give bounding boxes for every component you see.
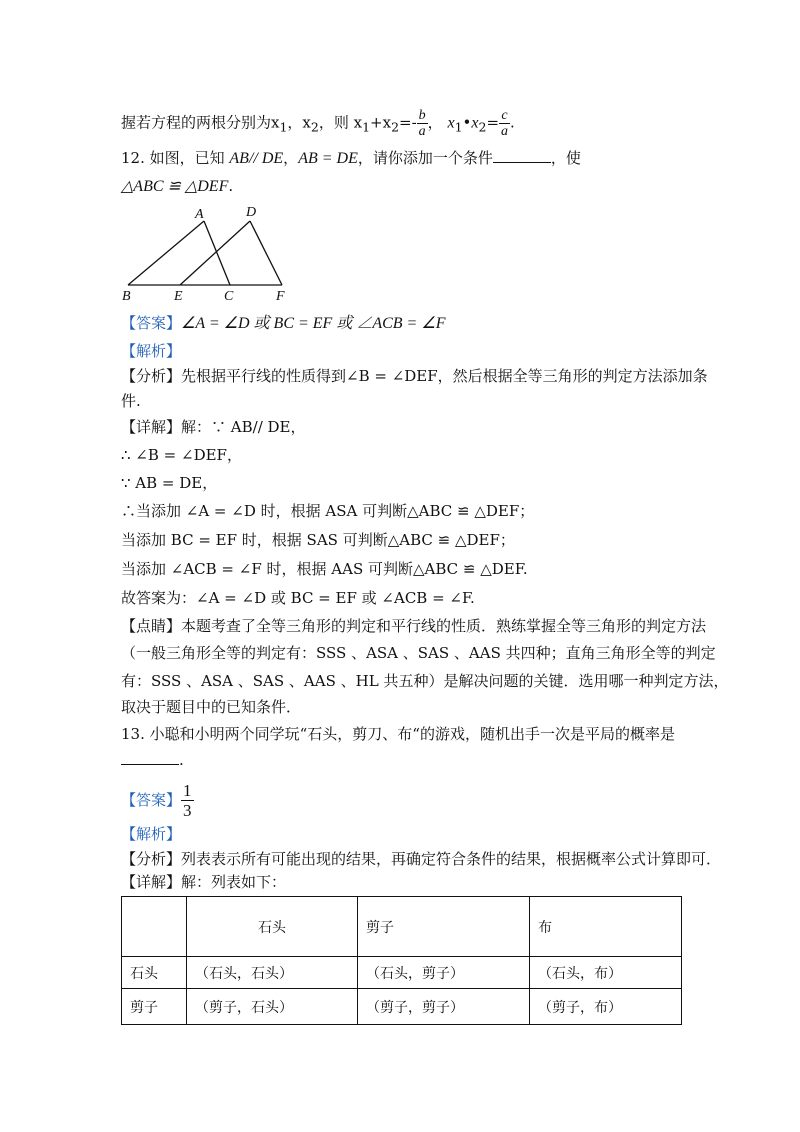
- segment-df: [250, 221, 282, 285]
- detail-line: 当添加 BC = EF 时，根据 SAS 可判断△ABC ≌ △DEF；: [121, 531, 515, 549]
- sub-2c: 2: [478, 119, 487, 135]
- q12-analysis: [121, 341, 181, 361]
- geometry-figure: [120, 203, 300, 303]
- fenxi-tag: 【分析】: [121, 367, 182, 385]
- q12-dianjing-1: [121, 643, 716, 663]
- answer-tag: 【答案】: [121, 791, 182, 809]
- dianjing-line: 取决于题目中的已知条件．: [121, 698, 302, 716]
- q13-question-text: 13. 小聪和小明两个同学玩“石头，剪刀、布“的游戏，随机出手一次是平局的概率是: [121, 725, 675, 743]
- q12-goal-text: △ABC ≌ △DEF: [121, 178, 229, 195]
- sub-1c: 1: [454, 119, 463, 135]
- q12-sep: ，: [283, 149, 299, 167]
- frac-den: a: [418, 124, 426, 139]
- dot: •: [462, 113, 472, 132]
- q13-analysis: [121, 824, 181, 844]
- q12-detail-4: [121, 530, 515, 550]
- intro-text: 握若方程的两根分别为x: [121, 113, 280, 132]
- table-header-cell: [122, 897, 187, 957]
- dianjing-line: 有：SSS 、ASA 、SAS 、AAS 、HL 共五种）是解决问题的关键．选用哪一种判定方法，: [121, 672, 729, 690]
- q12-detail-3: [121, 501, 534, 521]
- answer-fraction: [181, 781, 194, 820]
- intro-text-f: ，: [427, 113, 443, 132]
- q12-detail-0: [121, 417, 306, 437]
- segment-ac: [204, 221, 230, 285]
- q12-goal-end: .: [228, 177, 234, 195]
- fraction-c-over-a: [499, 108, 510, 139]
- table-cell: 石头: [122, 957, 187, 989]
- q12-cond1: AB// DE: [229, 150, 284, 167]
- intro-text-b: ，x: [287, 113, 311, 132]
- frac-den: 3: [183, 800, 192, 820]
- table-header-cell: 剪子: [358, 897, 530, 957]
- table-cell: （石头，剪子）: [358, 957, 530, 989]
- q12-detail-2: [121, 473, 217, 493]
- dianjing-line: 本题考查了全等三角形的判定和平行线的性质．熟练掌握全等三角形的判定方法: [181, 617, 707, 635]
- frac-num: b: [418, 108, 426, 123]
- table-header-row: [122, 897, 682, 957]
- q12-dianjing-3: [121, 697, 301, 717]
- detail-tag: 【详解】: [121, 873, 182, 891]
- q13-question: [121, 724, 675, 744]
- x-var: x: [447, 114, 455, 132]
- fenxi-text: 列表表示所有可能出现的结果，再确定符合条件的结果，根据概率公式计算即可．: [181, 850, 722, 868]
- q12-goal: [121, 176, 233, 197]
- table-cell: 剪子: [122, 989, 187, 1025]
- q13-fenxi: [121, 849, 721, 869]
- table-cell: （石头，石头）: [187, 957, 358, 989]
- detail-line: ∴当添加 ∠A = ∠D 时，根据 ASA 可判断△ABC ≌ △DEF；: [121, 502, 535, 520]
- sub-2: 2: [310, 119, 319, 135]
- table-row: [122, 989, 682, 1025]
- q12-question: [121, 148, 581, 169]
- segment-ed: [180, 221, 250, 285]
- dianjing-line: （一般三角形全等的判定有：SSS 、ASA 、SAS 、AAS 共四种；直角三角形全等的判定: [121, 644, 716, 662]
- outcome-table: [121, 896, 682, 1025]
- equals: =: [486, 113, 500, 132]
- detail-text: 解：列表如下：: [181, 873, 287, 891]
- label-b: B: [122, 289, 131, 303]
- intro-line: [121, 108, 515, 139]
- intro-text-e: =-: [399, 113, 417, 132]
- label-c: C: [224, 289, 234, 303]
- table-header-cell: 布: [530, 897, 682, 957]
- q12-ask2: ，使: [550, 149, 581, 167]
- table-cell: （石头，布）: [530, 957, 682, 989]
- detail-tag: 【详解】: [121, 418, 182, 436]
- intro-text-d: +x: [370, 113, 392, 132]
- frac-num: 1: [183, 780, 192, 800]
- detail-line: ∴ ∠B = ∠DEF，: [121, 446, 242, 464]
- period: .: [510, 113, 515, 132]
- q12-fenxi-2: [121, 391, 141, 411]
- q12-number: 12. 如图，已知: [121, 149, 225, 167]
- q12-answer: [121, 313, 445, 334]
- q13-answer: [121, 780, 194, 820]
- detail-line: 解：∵ AB// DE，: [181, 418, 306, 436]
- label-e: E: [174, 289, 183, 303]
- table-cell: （剪子，剪子）: [358, 989, 530, 1025]
- fraction-b-over-a: [417, 108, 428, 139]
- q13-blank-end: .: [179, 751, 184, 769]
- table-cell: （剪子，石头）: [187, 989, 358, 1025]
- fenxi-text: 先根据平行线的性质得到∠B = ∠DEF，然后根据全等三角形的判定方法添加条: [181, 367, 708, 385]
- sub-2b: 2: [391, 119, 400, 135]
- sub-1b: 1: [362, 119, 371, 135]
- answer-tag: 【答案】: [121, 314, 182, 332]
- q12-ask: ，请你添加一个条件: [357, 149, 493, 167]
- q12-cond2: AB = DE: [298, 150, 358, 167]
- table-row: [122, 957, 682, 989]
- label-f: F: [276, 289, 285, 303]
- detail-line: 故答案为：∠A = ∠D 或 BC = EF 或 ∠ACB = ∠F.: [121, 589, 475, 607]
- q12-dianjing-2: [121, 671, 728, 691]
- label-d: D: [246, 205, 257, 220]
- analysis-tag: 【解析】: [121, 825, 182, 843]
- x-var-2: x: [471, 114, 479, 132]
- label-a: A: [195, 207, 204, 222]
- q12-detail-6: [121, 588, 475, 608]
- q13-blank-line: [121, 750, 184, 770]
- fenxi-text-2: 件.: [121, 392, 141, 410]
- table-cell: （剪子，布）: [530, 989, 682, 1025]
- frac-den-2: a: [501, 124, 509, 139]
- q12-dianjing-0: [121, 616, 706, 636]
- intro-text-c: ，则 x: [318, 113, 363, 132]
- q12-fenxi: [121, 366, 708, 386]
- q12-detail-5: [121, 559, 528, 579]
- answer-text: ∠A = ∠D 或 BC = EF 或 ∠ACB = ∠F: [181, 315, 446, 332]
- detail-line: ∵ AB = DE，: [121, 474, 218, 492]
- dianjing-tag: 【点睛】: [121, 617, 182, 635]
- segment-ba: [128, 221, 204, 285]
- answer-blank: [121, 750, 179, 765]
- detail-line: 当添加 ∠ACB = ∠F 时，根据 AAS 可判断△ABC ≌ △DEF.: [121, 560, 528, 578]
- q13-detail: [121, 872, 286, 892]
- frac-num-2: c: [499, 108, 510, 124]
- q12-detail-1: [121, 445, 242, 465]
- analysis-tag: 【解析】: [121, 342, 182, 360]
- answer-blank: [493, 148, 551, 163]
- fenxi-tag: 【分析】: [121, 850, 182, 868]
- sub-1: 1: [279, 119, 288, 135]
- table-header-cell: 石头: [187, 897, 358, 957]
